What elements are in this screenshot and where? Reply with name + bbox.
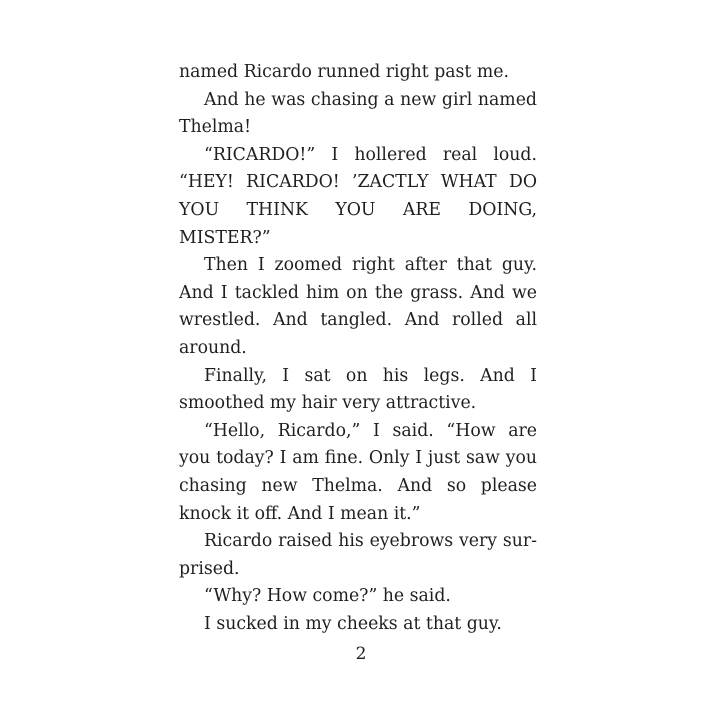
paragraph-4: Then I zoomed right after that guy. And I tackled him on the grass. And we wrestled. And tangled. And rolled all around. bbox=[179, 255, 537, 358]
paragraph-1: named Ricardo runned right past me. bbox=[179, 62, 509, 82]
paragraph-9: I sucked in my cheeks at that guy. bbox=[204, 613, 502, 634]
paragraph-8: “Why? How come?” he said. bbox=[204, 586, 451, 607]
body-text bbox=[179, 59, 537, 638]
page-number: 2 bbox=[355, 644, 367, 664]
paragraph-7: Ricardo raised his eyebrows very surprised. bbox=[179, 531, 537, 579]
paragraph-3: “RICARDO!” I hollered real loud. “HEY! RICARDO! ’ZACTLY WHAT DO YOU THINK YOU ARE DOING, MISTER?” bbox=[179, 144, 537, 248]
paragraph-5: Finally, I sat on his legs. And I smoothed my hair very attractive. bbox=[179, 365, 537, 414]
paragraph-6: “Hello, Ricardo,” I said. “How are you today? I am fine. Only I just saw you chasing new Thelma. And so please knock it off. And I mean it.” bbox=[179, 420, 537, 524]
paragraph-2: And he was chasing a new girl named Thelma! bbox=[179, 89, 537, 138]
